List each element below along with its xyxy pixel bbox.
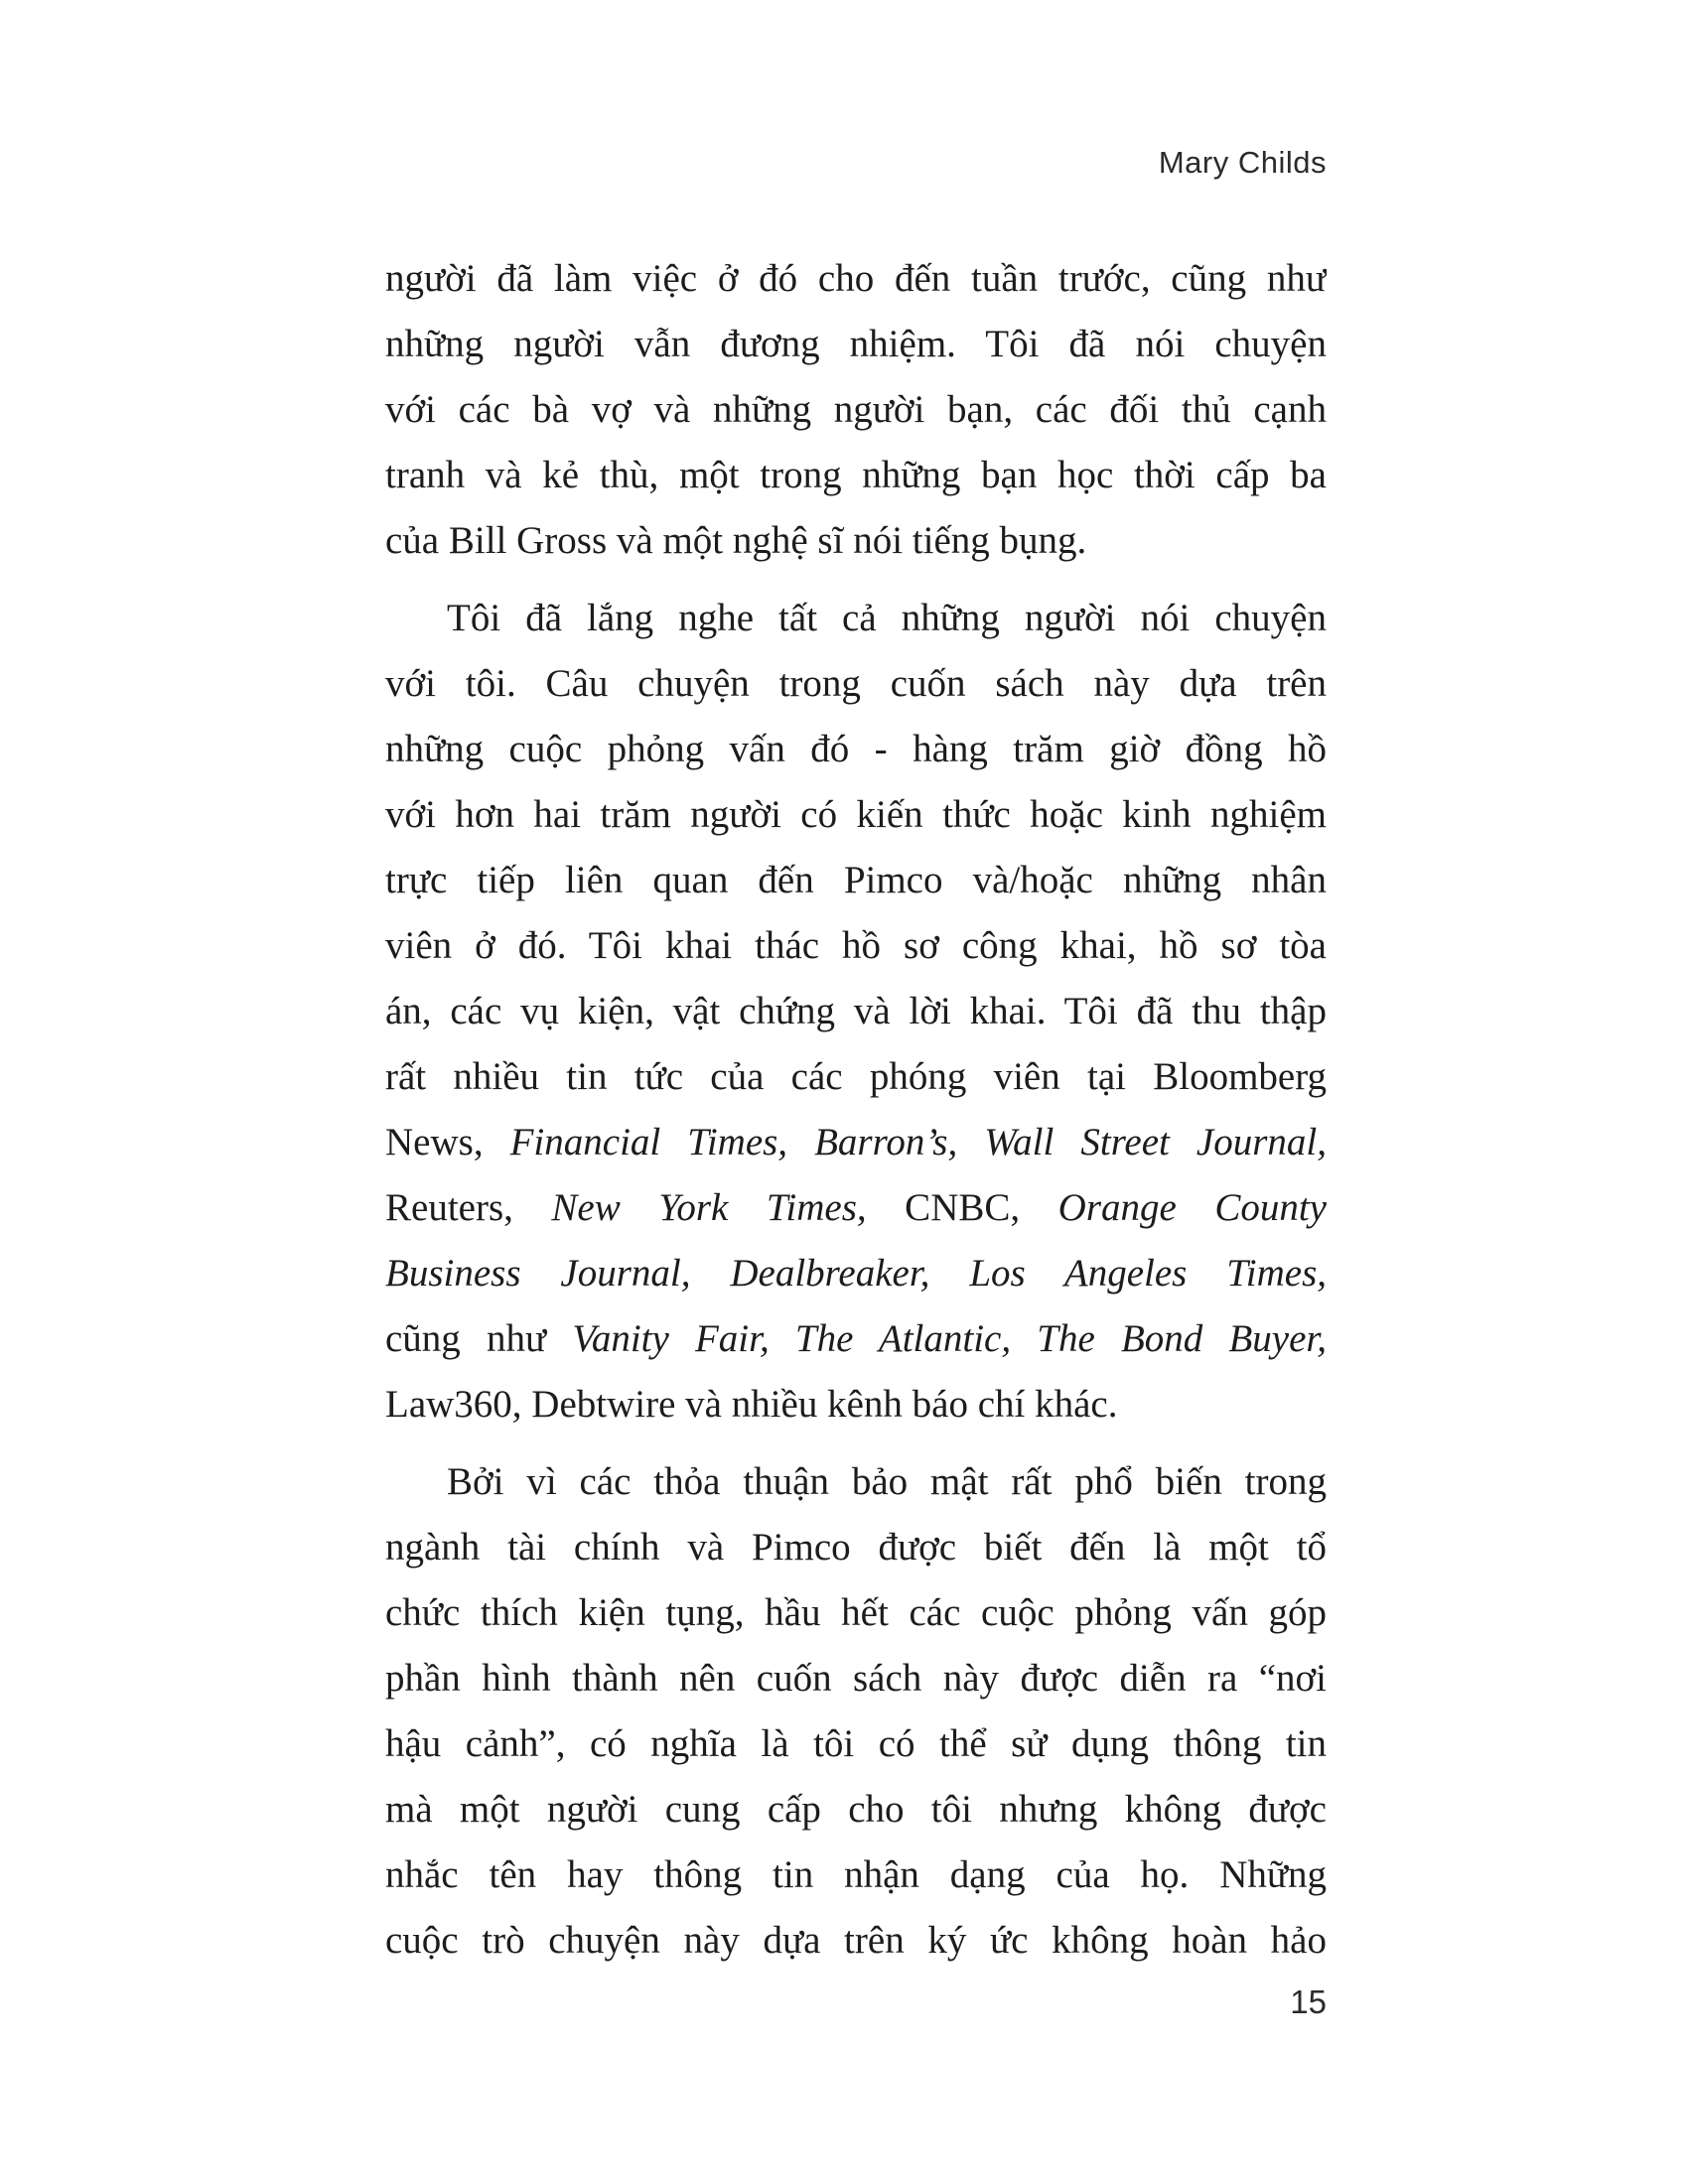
text-line [385, 1044, 1327, 1110]
text-run: cũng như [385, 1317, 573, 1360]
text-line [385, 1449, 1327, 1515]
paragraph [385, 246, 1327, 574]
text-line [385, 1515, 1327, 1580]
text-run: CNBC, [866, 1186, 1058, 1229]
text-line [385, 1110, 1327, 1175]
publication-name: Business Journal, Dealbreaker, Los Angeles Times, [385, 1252, 1327, 1295]
paragraph [385, 586, 1327, 1437]
publication-name: Financial Times, Barron’s, Wall Street Journal, [509, 1121, 1327, 1163]
text-line [385, 1241, 1327, 1306]
text-run: với các bà vợ và những người bạn, các đối thủ cạnh [385, 388, 1327, 431]
text-line [385, 586, 1327, 651]
publication-name: Vanity Fair, The Atlantic, The Bond Buyer, [572, 1317, 1327, 1360]
text-run: tranh và kẻ thù, một trong những bạn học thời cấp ba [385, 454, 1327, 496]
text-line [385, 1711, 1327, 1777]
text-line [385, 1646, 1327, 1711]
text-line [385, 1175, 1327, 1241]
text-line [385, 1372, 1327, 1437]
text-run: ngành tài chính và Pimco được biết đến là một tổ [385, 1526, 1327, 1569]
text-line [385, 1908, 1327, 1974]
text-run: Law360, Debtwire và nhiều kênh báo chí khác. [385, 1383, 1118, 1426]
text-line [385, 1306, 1327, 1372]
text-run: nhắc tên hay thông tin nhận dạng của họ. Những [385, 1853, 1327, 1896]
text-line [385, 1580, 1327, 1646]
text-run: chức thích kiện tụng, hầu hết các cuộc phỏng vấn góp [385, 1591, 1327, 1634]
text-run: của Bill Gross và một nghệ sĩ nói tiếng bụng. [385, 519, 1087, 562]
text-run: người đã làm việc ở đó cho đến tuần trước, cũng như [385, 257, 1327, 300]
text-run: cuộc trò chuyện này dựa trên ký ức không hoàn hảo [385, 1919, 1327, 1962]
publication-name: New York Times, [551, 1186, 867, 1229]
text-line [385, 443, 1327, 508]
text-line [385, 782, 1327, 848]
publication-name: Orange County [1057, 1186, 1327, 1229]
text-run: án, các vụ kiện, vật chứng và lời khai. Tôi đã thu thập [385, 990, 1327, 1032]
text-run: hậu cảnh”, có nghĩa là tôi có thể sử dụng thông tin [385, 1722, 1327, 1765]
text-block [385, 246, 1327, 1985]
text-run: phần hình thành nên cuốn sách này được diễn ra “nơi [385, 1657, 1327, 1700]
text-run: với tôi. Câu chuyện trong cuốn sách này dựa trên [385, 662, 1327, 705]
paragraph [385, 1449, 1327, 1974]
text-run: những người vẫn đương nhiệm. Tôi đã nói chuyện [385, 323, 1327, 365]
text-line [385, 312, 1327, 377]
text-line [385, 508, 1327, 574]
text-run: trực tiếp liên quan đến Pimco và/hoặc những nhân [385, 859, 1327, 901]
text-run: Reuters, [385, 1186, 552, 1229]
text-line [385, 717, 1327, 782]
text-run: mà một người cung cấp cho tôi nhưng không được [385, 1788, 1327, 1831]
text-run: những cuộc phỏng vấn đó - hàng trăm giờ đồng hồ [385, 728, 1327, 770]
text-line [385, 1777, 1327, 1843]
text-run: Tôi đã lắng nghe tất cả những người nói chuyện [447, 597, 1327, 639]
text-run: với hơn hai trăm người có kiến thức hoặc kinh nghiệm [385, 793, 1327, 836]
page-number: 15 [1290, 1983, 1327, 2020]
text-run: rất nhiều tin tức của các phóng viên tại Bloomberg [385, 1055, 1327, 1098]
text-line [385, 979, 1327, 1044]
text-line [385, 377, 1327, 443]
text-line [385, 1843, 1327, 1908]
running-header-author: Mary Childs [1158, 145, 1327, 180]
text-line [385, 246, 1327, 312]
text-run: viên ở đó. Tôi khai thác hồ sơ công khai, hồ sơ tòa [385, 924, 1327, 967]
text-run: News, [385, 1121, 510, 1163]
text-line [385, 848, 1327, 913]
text-line [385, 651, 1327, 717]
text-run: Bởi vì các thỏa thuận bảo mật rất phổ biến trong [447, 1460, 1327, 1503]
text-line [385, 913, 1327, 979]
